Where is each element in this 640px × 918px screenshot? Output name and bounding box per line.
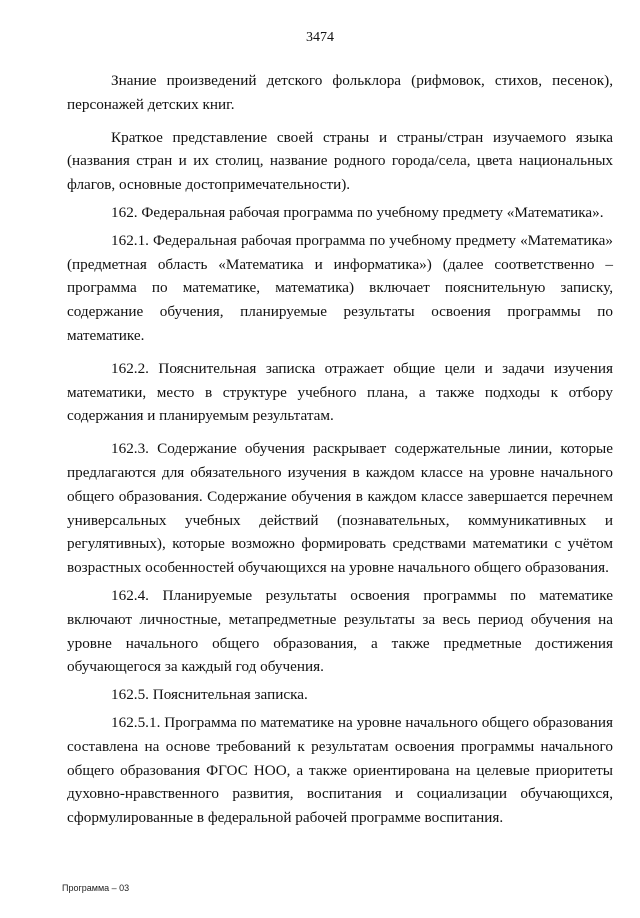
page-number: 3474	[306, 30, 334, 45]
paragraph-162-1: 162.1. Федеральная рабочая программа по учебному предмету «Математика» (предметная область «Математика и информатика») (далее соответственно – программа по математике, математика) включает пояснительную записку, содержание обучения, планируемые результаты освоения программы по математике.	[67, 231, 613, 344]
paragraph-162-3: 162.3. Содержание обучения раскрывает содержательные линии, которые предлагаются для обязательного изучения в каждом классе на уровне начального общего образования. Содержание обучения в каждом классе завершается перечнем универсальных учебных действий (познавательных, коммуникативных и регулятивных), которые возможно формировать средствами математики с учётом возрастных особенностей обучающихся на уровне начального общего образования.	[67, 440, 613, 577]
page-footer: Программа – 03	[62, 883, 130, 893]
paragraph-162-4: 162.4. Планируемые результаты освоения программы по математике включают личностные, метапредметные результаты за весь период обучения на уровне начального общего образования, а также предметные достижения обучающегося за каждый год обучения.	[67, 586, 613, 676]
paragraph-162-2: 162.2. Пояснительная записка отражает общие цели и задачи изучения математики, место в структуре учебного плана, а также подходы к отбору содержания и планируемым результатам.	[67, 359, 613, 425]
document-body	[67, 69, 613, 834]
paragraph-162-5: 162.5. Пояснительная записка.	[111, 686, 308, 704]
paragraph-country: Краткое представление своей страны и страны/стран изучаемого языка (названия стран и их столиц, название родного города/села, цвета национальных флагов, основные достопримечательности).	[67, 128, 613, 194]
paragraph-162-5-1: 162.5.1. Программа по математике на уровне начального общего образования составлена на основе требований к результатам освоения программы начального общего образования ФГОС НОО, а также ориентирована на целевые приоритеты духовно-нравственного развития, воспитания и социализации обучающихся, сформулированные в федеральной рабочей программе воспитания.	[67, 713, 613, 827]
paragraph-162: 162. Федеральная рабочая программа по учебному предмету «Математика».	[111, 203, 604, 221]
paragraph-folklore: Знание произведений детского фольклора (рифмовок, стихов, песенок), персонажей детских книг.	[67, 72, 613, 113]
